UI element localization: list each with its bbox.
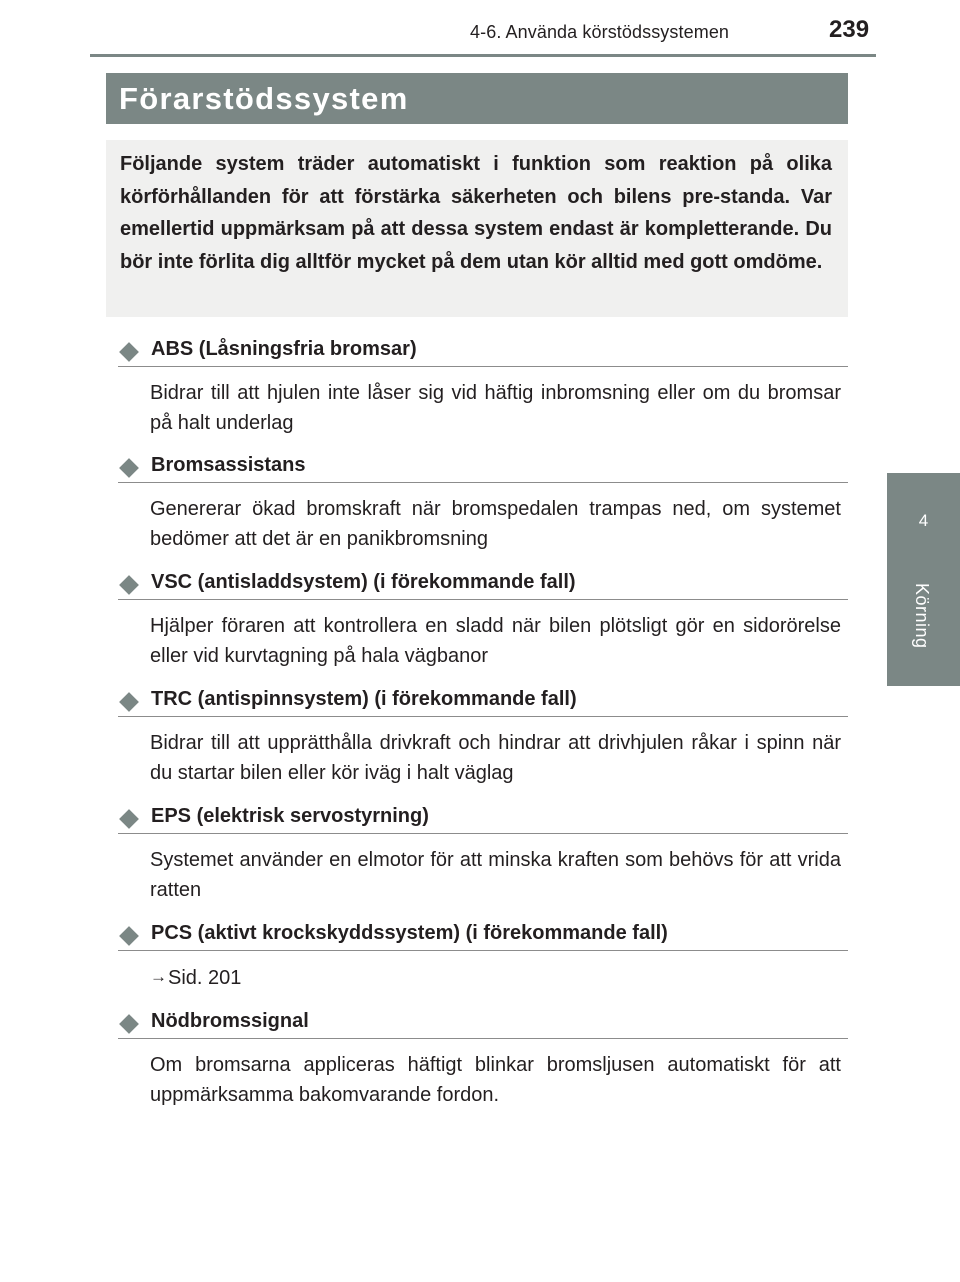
section-title: EPS (elektrisk servostyrning) (151, 805, 429, 827)
header-divider (90, 54, 876, 57)
section-title: ABS (Låsningsfria bromsar) (151, 338, 417, 360)
section-abs (118, 336, 848, 438)
diamond-bullet-icon (119, 809, 139, 829)
section-body: Systemet använder en elmotor för att minska kraften som behövs för att vrida ratten (150, 849, 841, 901)
diamond-bullet-icon (119, 458, 139, 478)
section-heading (118, 920, 848, 951)
section-eps (118, 803, 848, 905)
section-body: Genererar ökad bromskraft när bromspedalen trampas ned, om systemet bedömer att det är en panikbromsning (150, 498, 841, 550)
section-heading (118, 336, 848, 367)
section-title: Nödbromssignal (151, 1010, 309, 1032)
section-heading (118, 1008, 848, 1039)
section-title: VSC (antisladdsystem) (i förekommande fall) (151, 571, 576, 593)
chapter-number: 4 (918, 511, 929, 530)
section-title: PCS (aktivt krockskyddssystem) (i förekommande fall) (151, 922, 668, 944)
diamond-bullet-icon (119, 1014, 139, 1034)
diamond-bullet-icon (119, 692, 139, 712)
section-brake-assist (118, 452, 848, 554)
page-title-bar (106, 73, 848, 124)
diamond-bullet-icon (119, 575, 139, 595)
diamond-bullet-icon (119, 342, 139, 362)
chapter-label: Körning (912, 583, 932, 649)
arrow-right-icon: → (150, 967, 167, 986)
chapter-side-tab[interactable] (887, 473, 960, 686)
page-title: Förarstödssystem (119, 81, 409, 116)
section-title: Bromsassistans (151, 454, 306, 476)
section-title: TRC (antispinnsystem) (i förekommande fall) (151, 688, 577, 710)
page-reference-link[interactable]: Sid. 201 (168, 967, 242, 989)
section-body: Hjälper föraren att kontrollera en sladd när bilen plötsligt gör en sidorörelse eller vid kurvtagning på hala vägbanor (150, 615, 841, 667)
section-trc (118, 686, 848, 788)
intro-text: Följande system träder automatiskt i funktion som reaktion på olika körförhållanden för att förstärka säkerheten och bilens pre-standa. Var emellertid uppmärksam på att dessa system endast är kompletterande. Du bör inte förlita dig alltför mycket på dem utan kör alltid med gott omdöme. (120, 153, 832, 273)
section-body: Bidrar till att hjulen inte låser sig vid häftig inbromsning eller om du bromsar på halt underlag (150, 382, 841, 434)
section-body: Om bromsarna appliceras häftigt blinkar bromsljusen automatiskt för att uppmärksamma bakomvarande fordon. (150, 1054, 841, 1106)
section-heading (118, 686, 848, 717)
section-vsc (118, 569, 848, 671)
section-pcs (118, 920, 848, 993)
section-emergency-brake-signal (118, 1008, 848, 1110)
intro-box (106, 140, 848, 317)
section-heading (118, 452, 848, 483)
running-header-section: 4-6. Använda körstödssystemen (470, 22, 730, 42)
page-number: 239 (829, 16, 870, 43)
page-reference[interactable] (150, 962, 841, 993)
section-body: Bidrar till att upprätthålla drivkraft och hindrar att drivhjulen råkar i spinn när du startar bilen eller kör iväg i halt väglag (150, 732, 841, 784)
diamond-bullet-icon (119, 926, 139, 946)
section-heading (118, 803, 848, 834)
section-heading (118, 569, 848, 600)
